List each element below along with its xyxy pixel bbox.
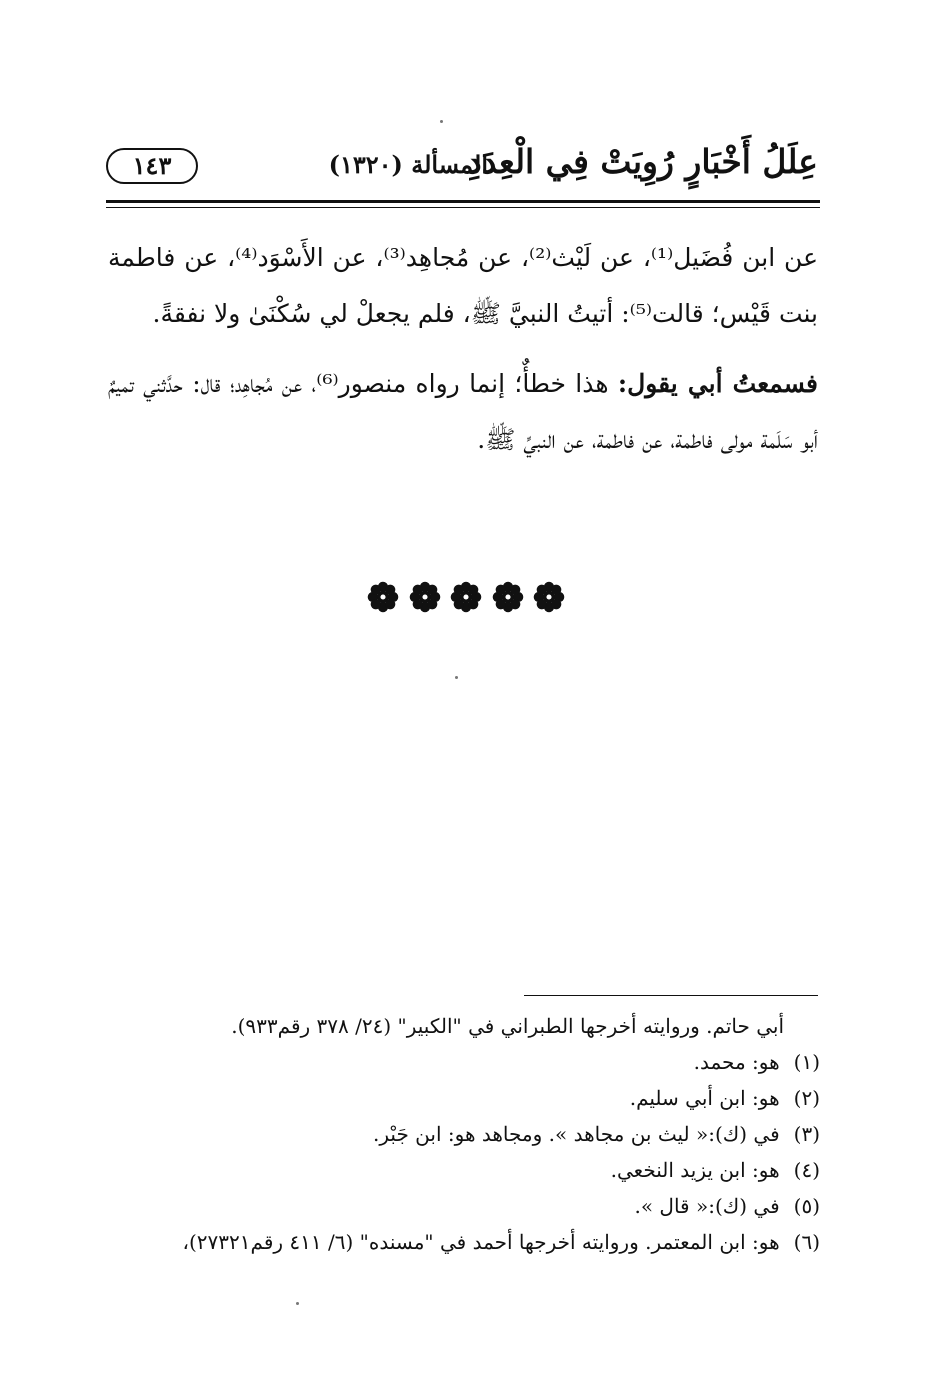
- footnote-number: (٣): [793, 1122, 820, 1146]
- header-rule-thick: [106, 200, 820, 203]
- footnote-text: في (ك):« قال ».: [634, 1194, 780, 1218]
- scan-speck: [455, 676, 458, 679]
- footnote-text: هو: ابن المعتمر. وروايته أخرجها أحمد في "مسنده" (٦/ ٤١١ رقم٢٧٣٢١)،: [182, 1230, 780, 1254]
- eight-petal-flower-icon: [366, 580, 400, 614]
- paragraph-2: [108, 356, 818, 468]
- eight-petal-flower-icon: [408, 580, 442, 614]
- paragraph-2-rest: هذا خطأٌ؛ إنما رواه منصور⁽⁶⁾، عن مُجاهِد؛ قال: حدَّثني تميمٌ أبو سَلَمة مولى فاطمة، عن فاطمة، عن النبيِّ ﷺ.: [108, 369, 818, 454]
- footnote-text: هو: ابن يزيد النخعي.: [610, 1158, 780, 1182]
- footnote-number: (٦): [793, 1230, 820, 1254]
- book-title: عِلَلُ أَخْبَارٍ رُوِيَتْ فِي الْعِدَدِ: [467, 142, 818, 181]
- eight-petal-flower-icon: [449, 580, 483, 614]
- footnote-number: (٥): [793, 1194, 820, 1218]
- footnote-5: [112, 1188, 820, 1224]
- footnote-2: [112, 1080, 820, 1116]
- footnote-number: (٢): [793, 1086, 820, 1110]
- issue-number: المسألة (١٣٢٠): [328, 150, 488, 179]
- page-header: [106, 140, 818, 190]
- main-text: [108, 230, 818, 468]
- scan-speck: [296, 1302, 299, 1305]
- paragraph-1: عن ابن فُضَيل⁽¹⁾، عن لَيْث⁽²⁾، عن مُجاهِد⁽³⁾، عن الأَسْوَد⁽⁴⁾، عن فاطمة بنت قَيْس؛ قالت⁽⁵⁾: أتيتُ النبيَّ ﷺ، فلم يجعلْ لي سُكْنَىٰ ولا نفقةً.: [108, 243, 818, 328]
- footnote-continuation: أبي حاتم. وروايته أخرجها الطبراني في "الكبير" (٢٤/ ٣٧٨ رقم٩٣٣).: [231, 1014, 784, 1038]
- footnote-text: هو: محمد.: [693, 1050, 780, 1074]
- footnote-number: (٤): [793, 1158, 820, 1182]
- footnote-text: هو: ابن أبي سليم.: [629, 1086, 780, 1110]
- footnote-text: في (ك):« ليث بن مجاهد ». ومجاهد هو: ابن جَبْر.: [373, 1122, 780, 1146]
- footnote-separator: [524, 995, 818, 996]
- footnote-6: [112, 1224, 820, 1260]
- eight-petal-flower-icon: [532, 580, 566, 614]
- footnote-4: [112, 1152, 820, 1188]
- eight-petal-flower-icon: [491, 580, 525, 614]
- footnote-1: [112, 1044, 820, 1080]
- section-divider-ornaments: [366, 580, 566, 616]
- footnotes: [112, 1008, 820, 1260]
- page-number: ١٤٣: [106, 148, 198, 184]
- footnote-number: (١): [793, 1050, 820, 1074]
- footnote-3: [112, 1116, 820, 1152]
- paragraph-2-lead: فسمعتُ أبي يقول:: [617, 369, 818, 398]
- scan-speck: [440, 120, 443, 123]
- header-rule-thin: [106, 207, 820, 208]
